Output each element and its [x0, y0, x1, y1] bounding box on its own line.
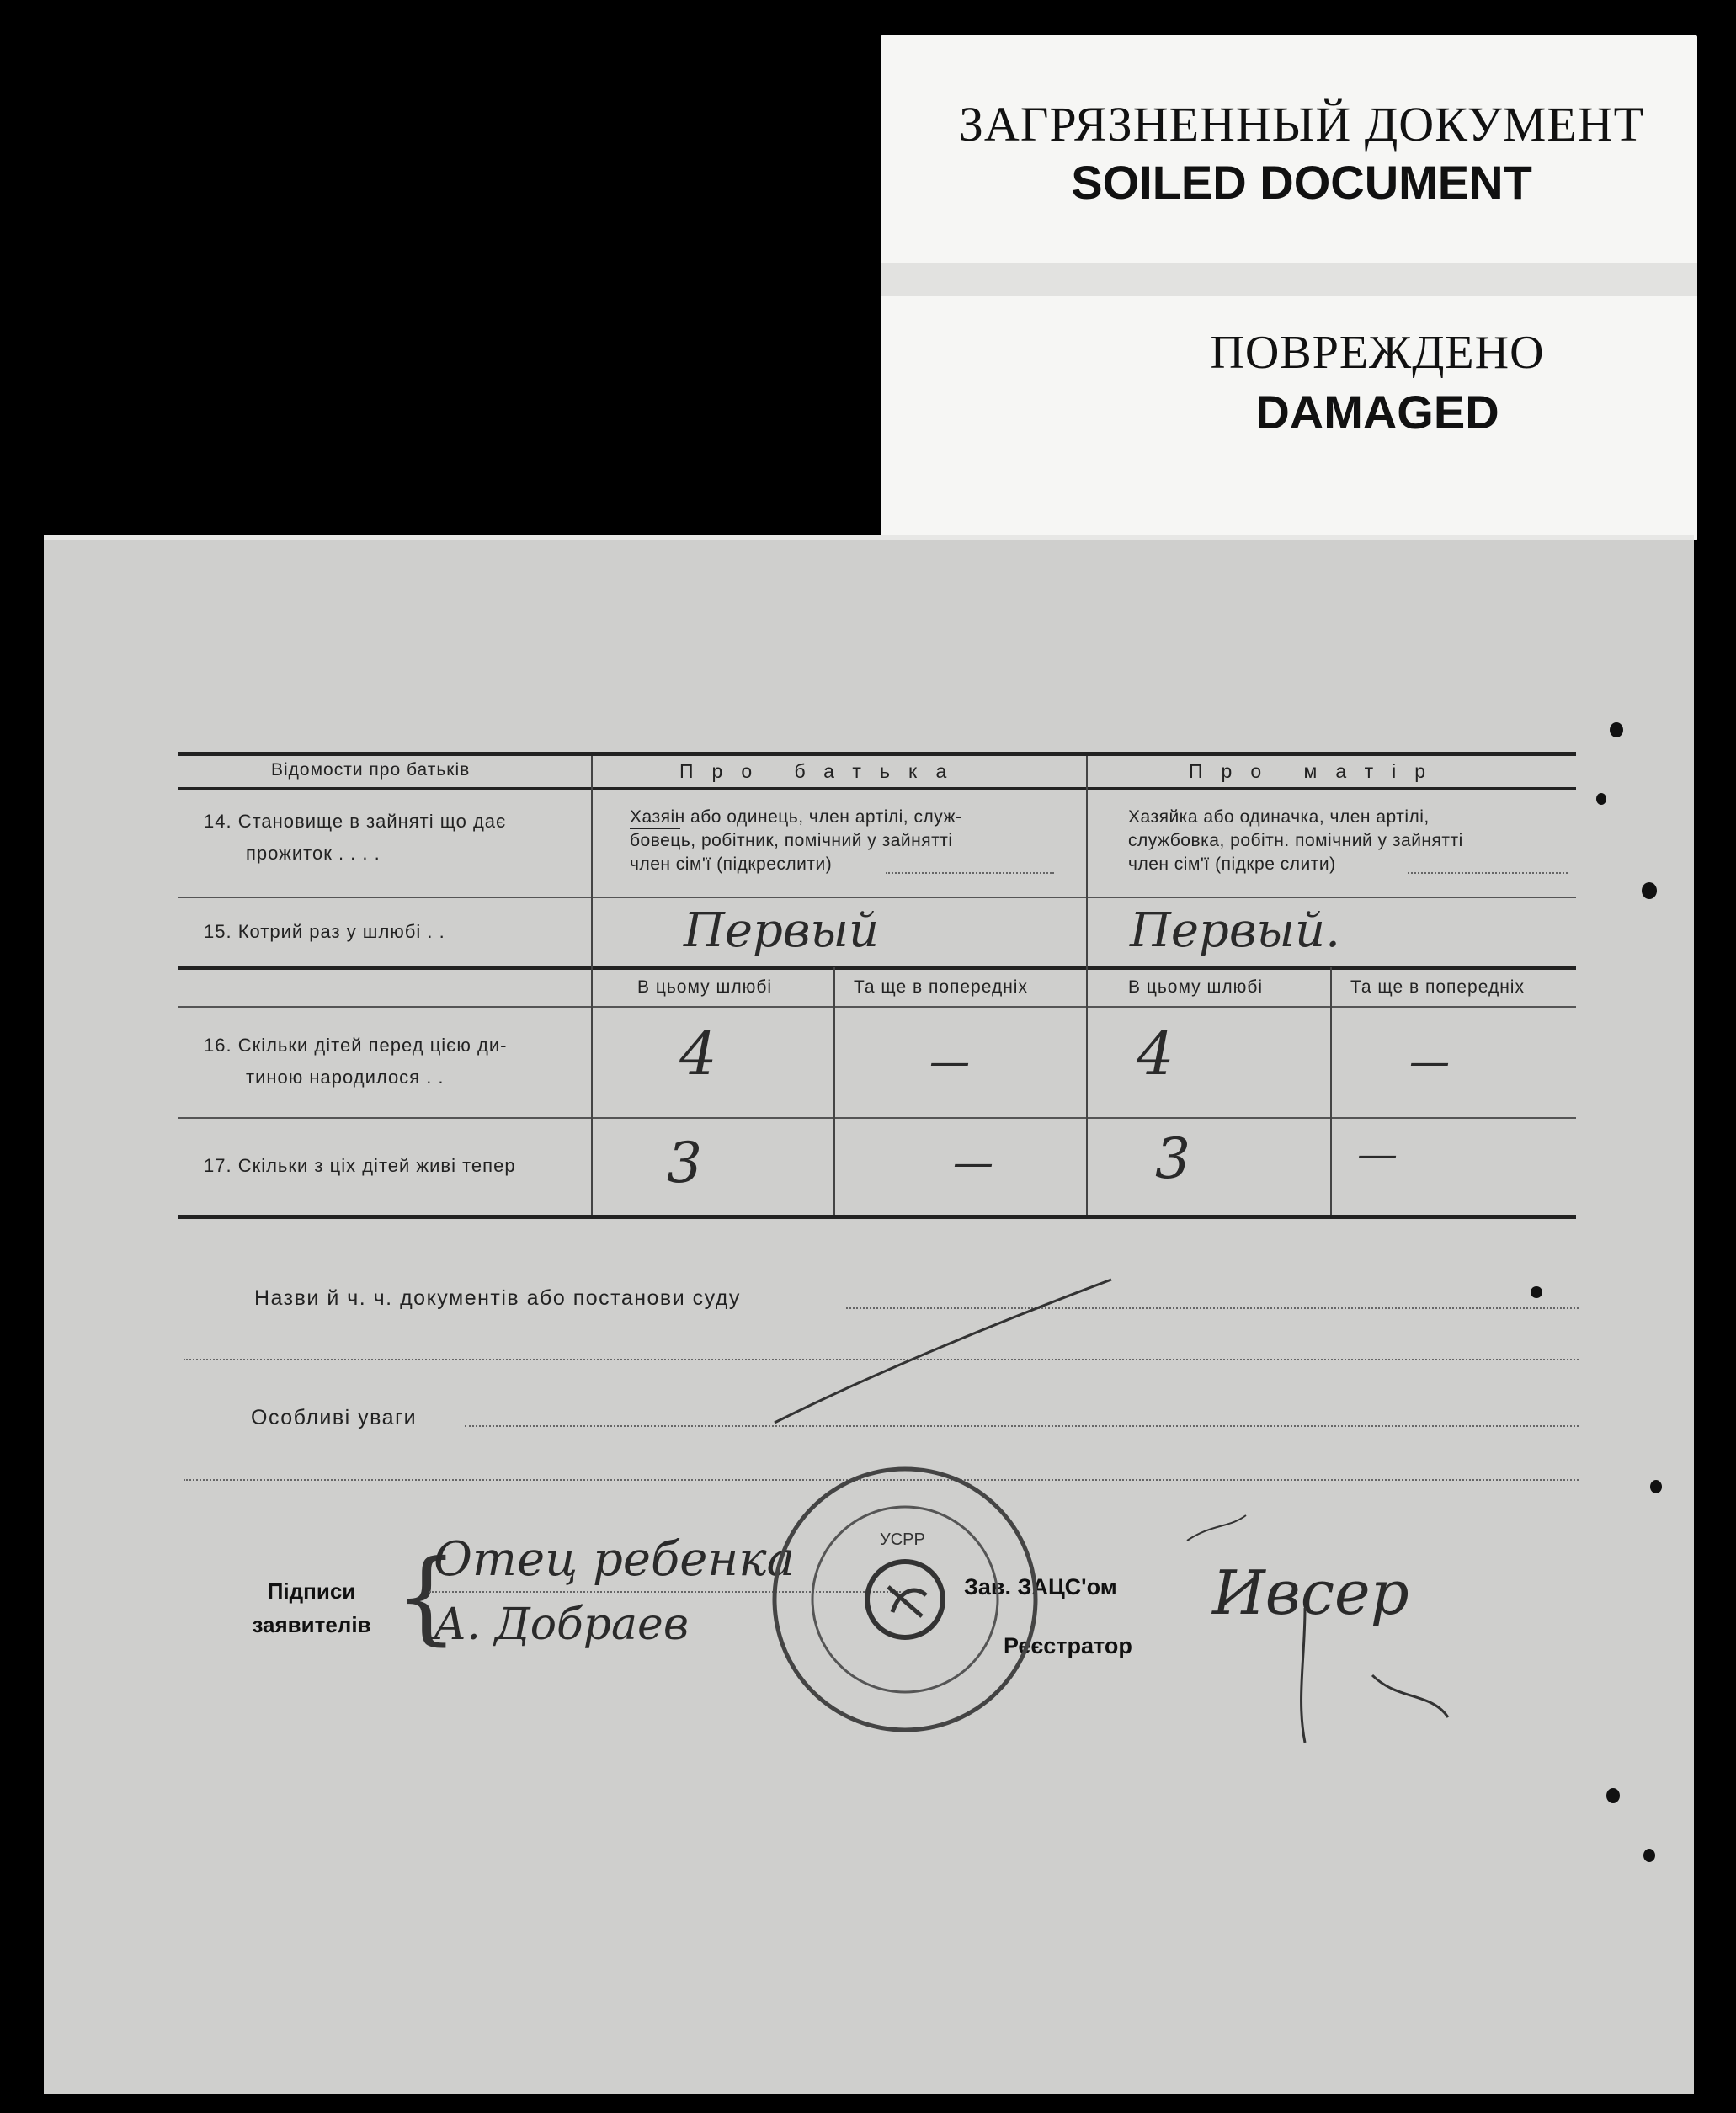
parents-info-table	[178, 752, 1576, 1223]
signatures-label	[227, 1574, 396, 1642]
cancel-stroke-path	[775, 1280, 1111, 1423]
binding-hole	[1643, 1849, 1655, 1862]
damaged-label-en: DAMAGED	[1255, 386, 1499, 439]
row14-mother-line1: Хазяйка або одиначка, член артілі,	[1128, 807, 1430, 827]
row14-father-underline	[630, 828, 680, 829]
binding-hole	[1606, 1788, 1620, 1803]
stamp-hammer-sickle	[888, 1587, 926, 1616]
row14-mother-dots	[1408, 872, 1568, 874]
head-of-registry-label: Зав. ЗАЦС'ом	[964, 1574, 1117, 1599]
row17-mother-prev: —	[1357, 1131, 1398, 1178]
row16-label-line2: тиною народилося . .	[246, 1067, 445, 1088]
signatures-brace: {	[394, 1539, 459, 1656]
row14-label-line1: 14. Становище в зайняті що дає	[204, 811, 507, 832]
signer2-signature: А. Добраев	[434, 1599, 690, 1650]
registrar-flourish	[1179, 1507, 1456, 1751]
label-card-strip	[881, 263, 1697, 296]
row17-mother-this: 3	[1155, 1126, 1190, 1191]
row15-mother-value: Первый.	[1130, 903, 1340, 958]
official-round-stamp	[766, 1461, 1044, 1738]
stamp-center-text: УСРР	[880, 1530, 925, 1549]
table-divider-left	[591, 756, 593, 1215]
row16-label-line1: 16. Скільки дітей перед цією ди-	[204, 1035, 508, 1056]
binding-hole	[1650, 1480, 1662, 1493]
header-mother: Про матір	[1189, 760, 1445, 782]
row17-father-prev: —	[953, 1139, 993, 1186]
damaged-label-ru: ПОВРЕЖДЕНО	[1210, 327, 1545, 379]
subheader-father-prev: Та ще в попередніх	[854, 977, 1028, 997]
registrar-signature: Ивсер	[1212, 1557, 1409, 1628]
row14-rule	[178, 897, 1576, 898]
row16-father-prev: —	[929, 1038, 970, 1085]
table-divider-father	[833, 967, 835, 1215]
row17-label: 17. Скільки з ціх дітей живі тепер	[204, 1155, 516, 1176]
row17-father-this: 3	[667, 1131, 702, 1195]
row15-rule	[178, 966, 1576, 970]
binding-hole	[1610, 722, 1623, 737]
ink-speck	[1531, 1286, 1542, 1298]
binding-hole	[1596, 793, 1606, 805]
row15-label: 15. Котрий раз у шлюбі . .	[204, 921, 445, 942]
row14-mother-line3: член сім'ї (підкре слити)	[1128, 854, 1336, 874]
signer1-signature: Отец ребенка	[434, 1532, 796, 1587]
row15-father-value: Первый	[684, 903, 880, 958]
table-header-rule	[178, 787, 1576, 790]
row14-father-line1: Хазяін або одинець, член артілі, служ-	[630, 807, 962, 827]
soiled-label-en: SOILED DOCUMENT	[1071, 156, 1532, 209]
row16-rule	[178, 1117, 1576, 1119]
table-bottom-rule	[178, 1215, 1576, 1219]
documents-label: Назви й ч. ч. документів або постанови суду	[254, 1286, 741, 1310]
subheader-father-this: В цьому шлюбі	[637, 977, 773, 997]
table-top-rule	[178, 752, 1576, 756]
registrar-label: Реєстратор	[1004, 1633, 1132, 1658]
row14-mother-line2: службовка, робітн. помічний у зайнятті	[1128, 831, 1463, 850]
signatures-label-line2: заявителів	[252, 1612, 371, 1637]
cancel-stroke	[758, 1271, 1128, 1431]
tail-flourish	[1372, 1675, 1448, 1717]
subheader-rule	[178, 1006, 1576, 1008]
row14-father-line2: бовець, робітник, помічний у зайнятті	[630, 831, 953, 850]
special-remarks-label: Особливі уваги	[251, 1406, 418, 1429]
subheader-mother-prev: Та ще в попередніх	[1350, 977, 1525, 997]
row14-father-line3: член сім'ї (підкреслити)	[630, 854, 833, 874]
table-divider-mid	[1086, 756, 1088, 1215]
row16-mother-this: 4	[1137, 1019, 1174, 1088]
header-father: Про батька	[679, 760, 966, 782]
subheader-mother-this: В цьому шлюбі	[1128, 977, 1264, 997]
table-divider-mother	[1330, 967, 1332, 1215]
binding-hole	[1642, 882, 1657, 899]
row16-father-this: 4	[679, 1019, 717, 1088]
long-descender	[1302, 1608, 1305, 1743]
initial-stroke	[1187, 1515, 1246, 1541]
archive-label-card	[881, 35, 1697, 540]
soiled-label-ru: ЗАГРЯЗНЕННЫЙ ДОКУМЕНТ	[958, 97, 1645, 152]
header-parents-info: Відомости про батьків	[271, 760, 471, 780]
signatures-label-line1: Підписи	[267, 1578, 356, 1604]
row16-mother-prev: —	[1409, 1038, 1450, 1085]
row14-label-line2: прожиток . . . .	[246, 843, 381, 864]
row14-father-dots	[886, 872, 1054, 874]
